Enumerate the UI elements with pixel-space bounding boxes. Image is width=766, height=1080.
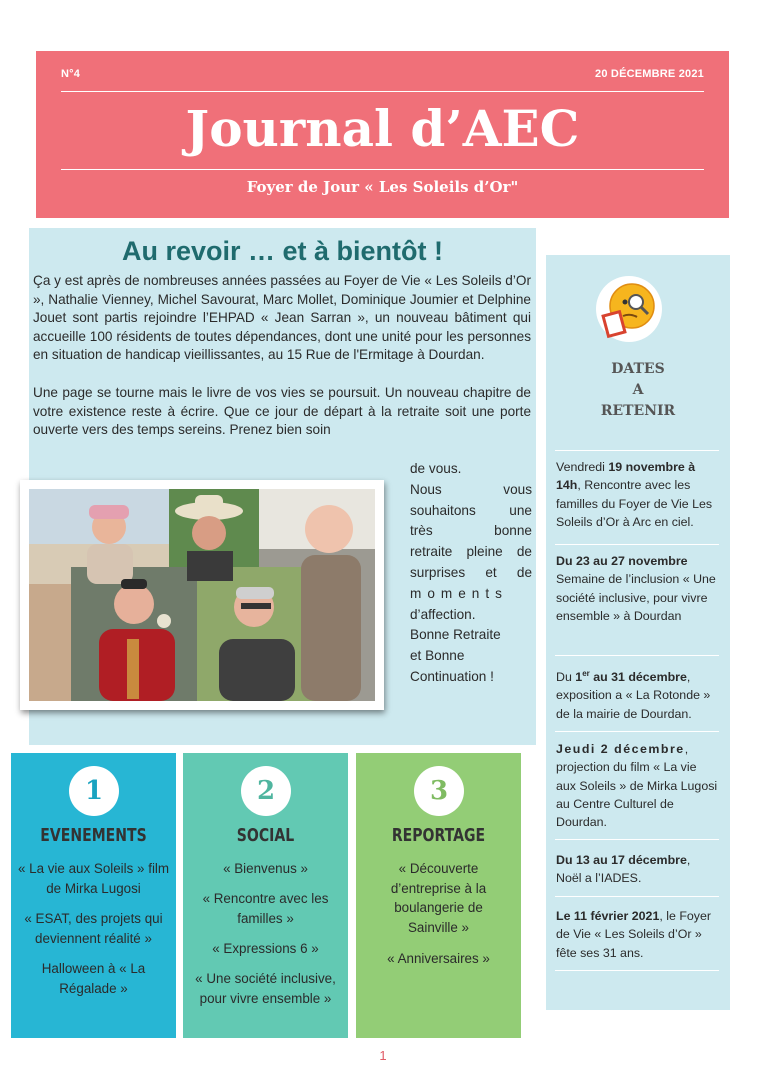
event-date: Jeudi 2 décembre [556, 742, 685, 756]
column-number-badge: 2 [241, 766, 291, 816]
column-item: « ESAT, des projets qui deviennent réalité » [24, 911, 163, 946]
side-line: Nous vous [410, 481, 532, 497]
column-item: « La vie aux Soleils » film de Mirka Lugosi [17, 861, 170, 896]
event-item [556, 851, 718, 888]
side-line: d’affection. [410, 606, 476, 622]
dates-title-line: A [632, 382, 644, 398]
side-line: et Bonne [410, 648, 465, 664]
event-text: , projection du film « La vie aux Soleils » de Mirka Lugosi au Centre Culturel de Dourdan. [556, 742, 718, 830]
sidebar-divider [555, 970, 719, 971]
sidebar-divider [555, 450, 719, 451]
side-line: Bonne Retraite [410, 627, 501, 643]
column-item: « Expressions 6 » [212, 941, 319, 956]
side-line: de vous. [410, 461, 462, 476]
issue-number: N°4 [61, 68, 81, 80]
event-text: , le Foyer de Vie « Les Soleils d’Or » fête ses 31 ans. [556, 909, 711, 960]
column-number-badge: 3 [414, 766, 464, 816]
side-line: Continuation ! [410, 668, 494, 684]
event-item [556, 907, 718, 962]
column-item: « Découverte d’entreprise à la boulangerie de Sainville » [390, 861, 487, 935]
header-rule-bottom [61, 169, 704, 170]
event-date: Le 11 février 2021 [556, 909, 660, 923]
sidebar-divider [555, 839, 719, 840]
column-number-badge: 1 [69, 766, 119, 816]
column-item: « Rencontre avec les familles » [202, 891, 329, 926]
column-reportage [356, 753, 521, 1038]
column-social [183, 753, 348, 1038]
side-line: moments [410, 585, 508, 601]
side-line: souhaitons une [410, 502, 532, 518]
event-date: 19 novembre à 14h [556, 460, 696, 493]
column-item: Halloween à « La Régalade » [41, 961, 146, 996]
event-date: Du 23 au 27 novembre [556, 554, 688, 568]
event-date: Du 13 au 17 décembre [556, 853, 687, 867]
event-text: Du [556, 670, 576, 685]
dates-title-line: RETENIR [600, 403, 676, 419]
event-text: , Rencontre avec les familles du Foyer de Vie Les Soleils d’Or à Arc en ciel. [556, 478, 713, 529]
dates-sidebar [546, 255, 730, 1010]
side-line: retraite pleine de [410, 544, 532, 560]
issue-date: 20 DÉCEMBRE 2021 [595, 68, 704, 80]
event-item [556, 552, 718, 625]
journal-title: Journal d’AEC [185, 99, 580, 158]
event-text: , Noël a l’IADES. [556, 853, 691, 886]
thinking-emoji-icon [596, 276, 662, 342]
residents-photo-collage [20, 480, 384, 710]
event-date: 1er au 31 décembre [575, 669, 687, 685]
event-text: Vendredi [556, 460, 609, 474]
side-line: surprises et de [410, 564, 532, 580]
article-paragraph-2: Une page se tourne mais le livre de vos vies se poursuit. Un nouveau chapitre de votre existence reste à écrire. Que ce jour de départ à la retraite soit une porte ouverte vers des temps sereins. Prenez bien soin [33, 385, 531, 438]
column-item: « Bienvenus » [223, 861, 308, 876]
dates-title [546, 359, 730, 422]
sidebar-divider [555, 655, 719, 656]
journal-subtitle: Foyer de Jour « Les Soleils d’Or" [246, 178, 519, 196]
article-paragraph-1: Ça y est après de nombreuses années passées au Foyer de Vie « Les Soleils d’Or », Nathalie Vienney, Michel Savourat, Marc Mollet, Dominique Joumier et Delphine Jouet sont partis rejoindre l’EHPAD « Jean Sarran », un nouveau bâtiment qui accueille 100 résidents de toutes dépendances, dont une unité pour les personnes en situation de handicap vieillissantes, au 15 Rue de l'Ermitage à Dourdan. [33, 273, 531, 363]
event-item [556, 458, 718, 531]
event-text: Semaine de l’inclusion « Une société inclusive, pour vivre ensemble » à Dourdan [556, 572, 716, 623]
event-item [556, 740, 718, 831]
photo-collage-image [29, 489, 375, 701]
article-title: Au revoir … et à bientôt ! [121, 236, 444, 266]
header-banner [36, 51, 729, 218]
collage-illustration [29, 489, 375, 701]
sidebar-divider [555, 896, 719, 897]
article-side-text [410, 459, 532, 688]
sidebar-divider [555, 731, 719, 732]
column-item: « Anniversaires » [387, 951, 490, 966]
header-rule-top [61, 91, 704, 92]
column-heading: REPORTAGE [391, 825, 486, 846]
column-item: « Une société inclusive, pour vivre ensemble » [195, 971, 336, 1006]
side-line: très bonne [410, 523, 532, 539]
event-text: , exposition a « La Rotonde » de la mairie de Dourdan. [556, 670, 711, 721]
column-evenements [11, 753, 176, 1038]
column-heading: SOCIAL [236, 825, 295, 846]
page-number: 1 [379, 1048, 387, 1063]
dates-title-line: DATES [611, 361, 665, 377]
column-heading: EVENEMENTS [40, 825, 147, 846]
event-item [556, 665, 718, 723]
sidebar-divider [555, 544, 719, 545]
